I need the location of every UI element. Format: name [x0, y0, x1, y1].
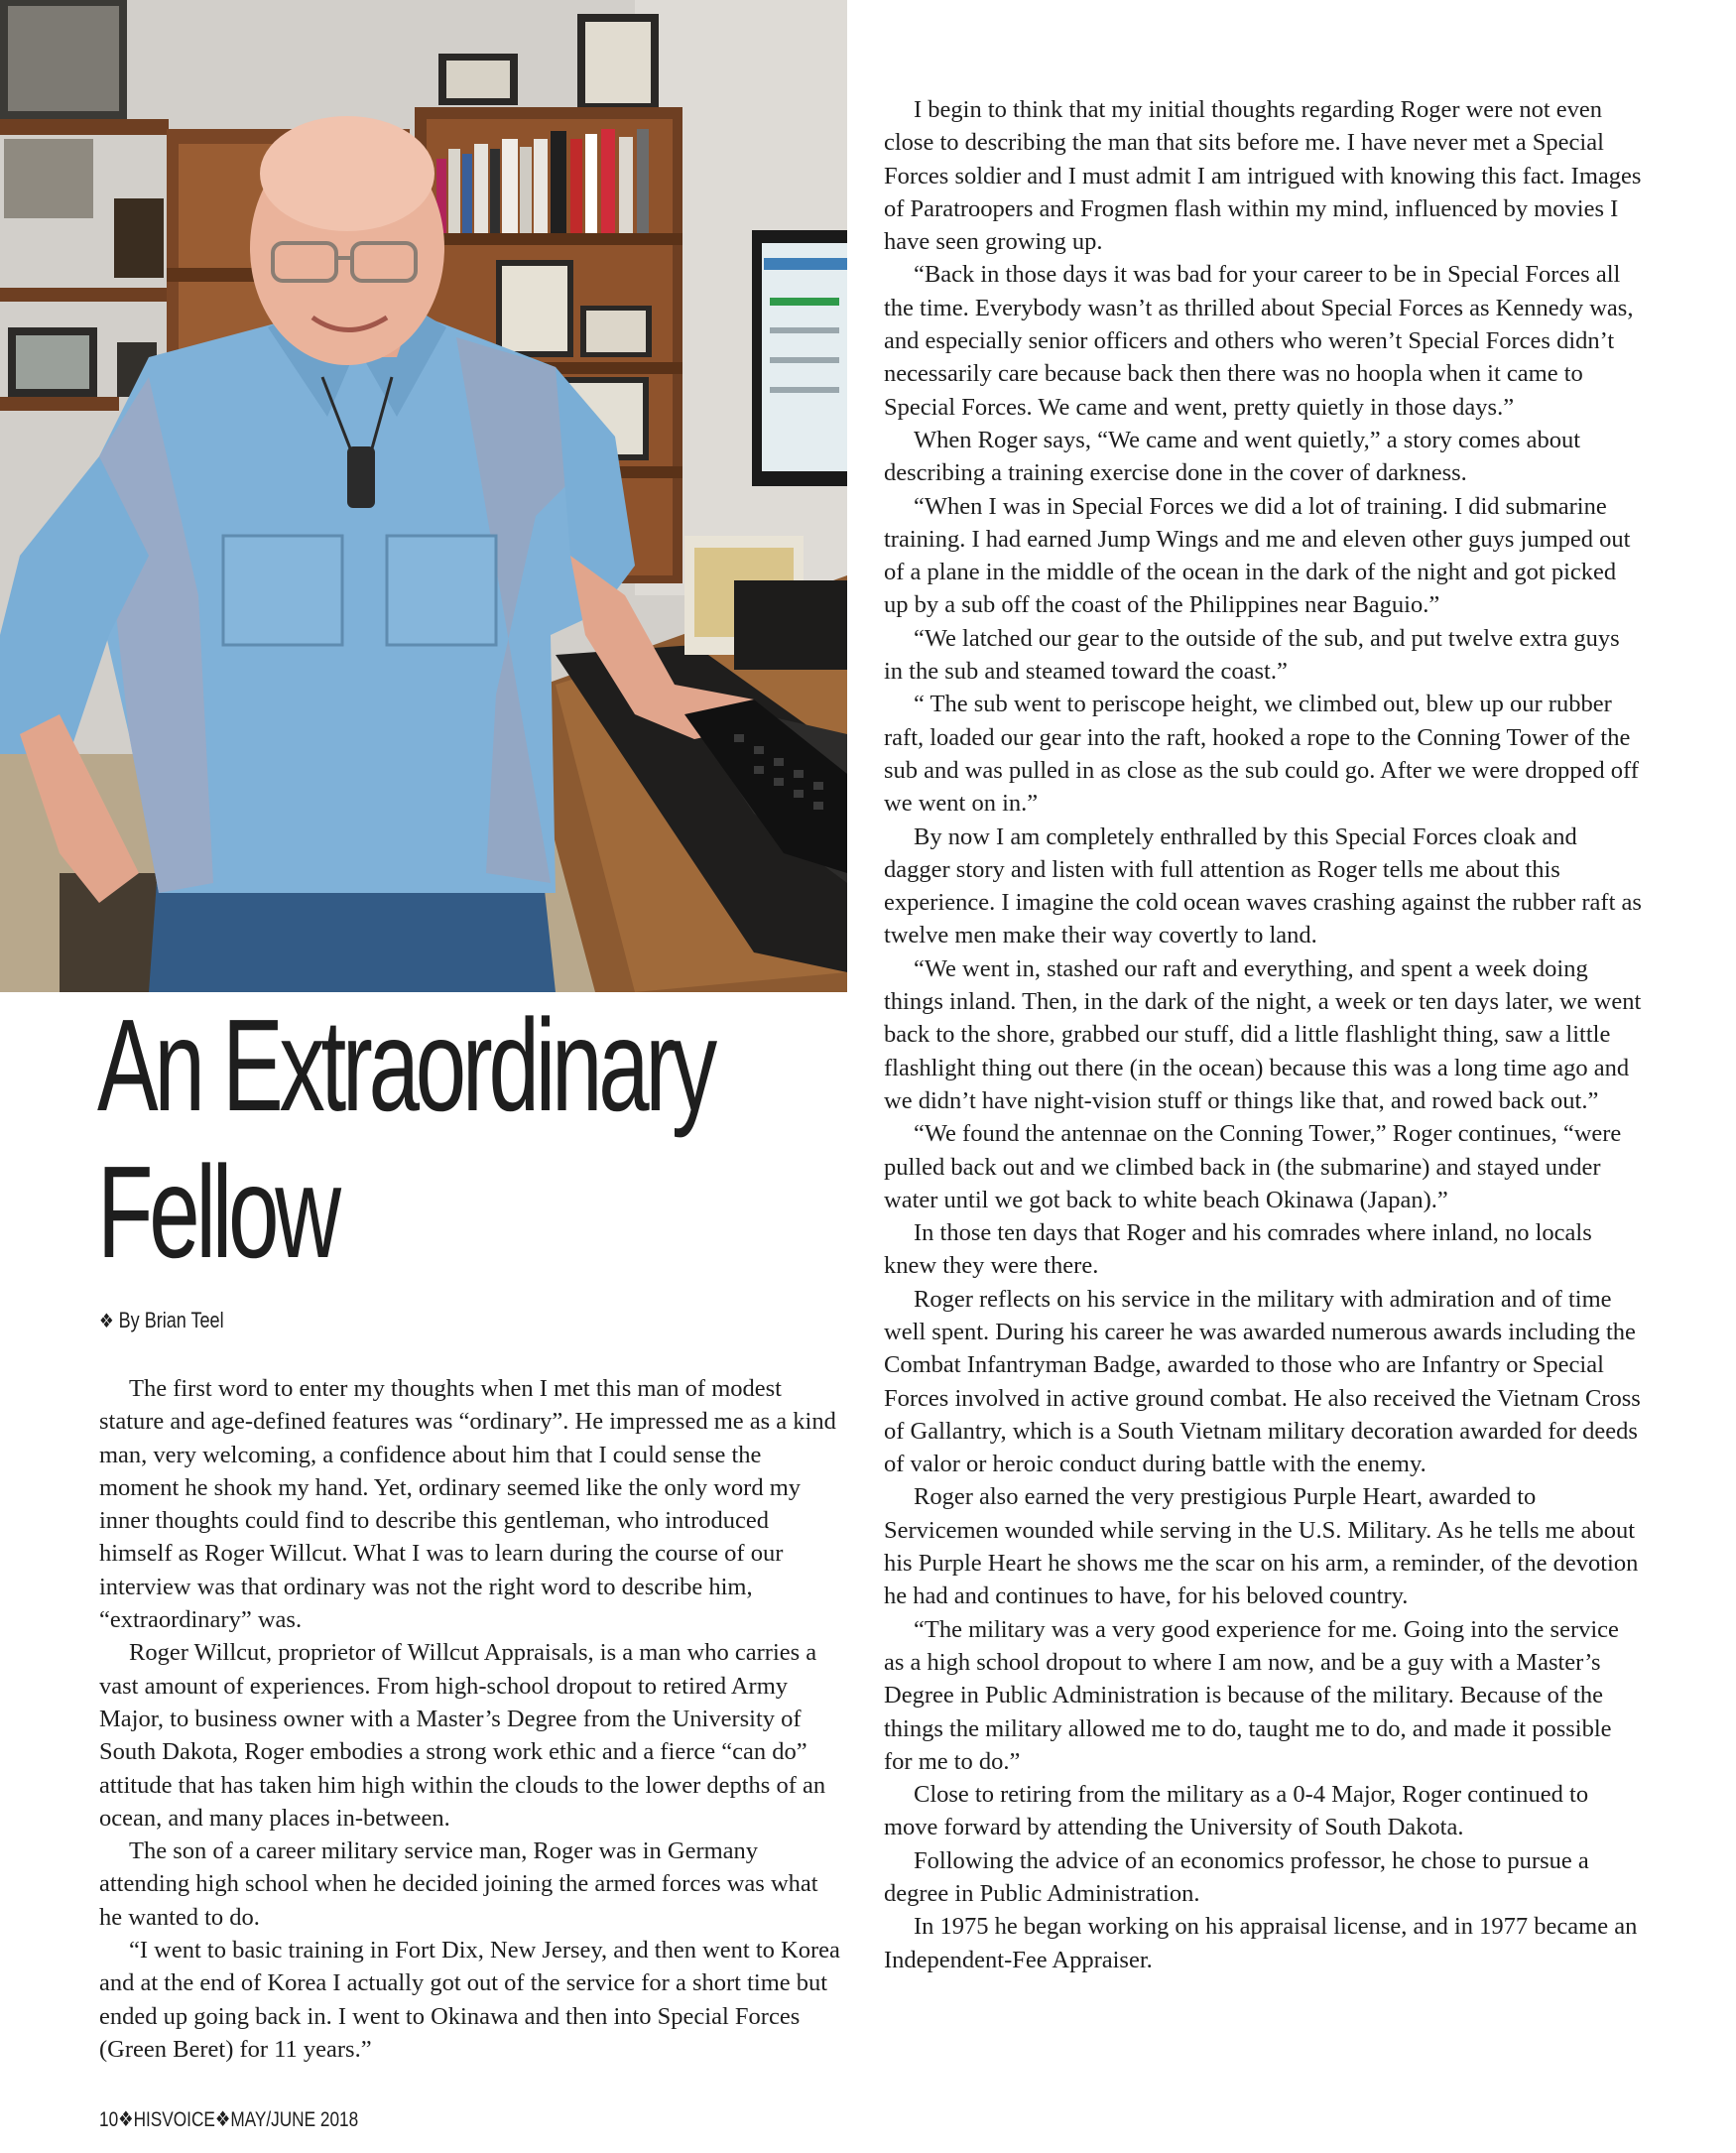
body-paragraph: “We latched our gear to the outside of the sub, and put twelve extra guys in the sub and steamed toward the coast.”	[884, 624, 1620, 686]
body-paragraph: The first word to enter my thoughts when I met this man of modest stature and age-defined features was “ordinary”. He impressed me as a kind man, very welcoming, a confidence about him that I could sense the moment he shook my hand. Yet, ordinary seemed like the only word my inner thoughts could find to describe this gentleman, who introduced himself as Roger Willcut. What I was to learn during the course of our interview was that ordinary was not the right word to describe him, “extraordinary” was.	[99, 1375, 836, 1634]
right-column	[884, 93, 1644, 1976]
body-paragraph: I begin to think that my initial thoughts regarding Roger were not even close to describing the man that sits before me. I have never met a Special Forces soldier and I must admit I am intrigued with knowing this fact. Images of Paratroopers and Frogmen flash within my mind, influenced by movies I have seen growing up.	[884, 96, 1642, 256]
body-paragraph: “We went in, stashed our raft and everything, and spent a week doing things inland. Then, in the dark of the night, a week or ten days later, we went back to the shore, grabbed our stuff, did a little flashlight thing, saw a little flashlight thing out there (in the ocean) because this was a long time ago and we didn’t have night-vision stuff or things like that, and rowed back out.”	[884, 954, 1642, 1114]
body-paragraph: Roger Willcut, proprietor of Willcut Appraisals, is a man who carries a vast amount of experiences. From high-school dropout to retired Army Major, to business owner with a Master’s Degree from the University of South Dakota, Roger embodies a strong work ethic and a fierce “can do” attitude that has taken him high within the clouds to the lower depths of an ocean, and many places in-between.	[99, 1639, 826, 1832]
left-column	[99, 1372, 845, 2066]
article-title	[97, 992, 713, 1286]
man-at-desk-photo-icon	[0, 0, 847, 992]
body-paragraph: “We found the antennae on the Conning Tower,” Roger continues, “were pulled back out and we climbed back in (the submarine) and stayed under water until we got back to white beach Okinawa (Japan).”	[884, 1120, 1622, 1213]
body-paragraph: “When I was in Special Forces we did a lot of training. I did submarine training. I had earned Jump Wings and me and eleven other guys jumped out of a plane in the middle of the ocean in the dark of the night and got picked up by a sub off the coast of the Philippines near Baguio.”	[884, 492, 1631, 619]
article-photo	[0, 0, 847, 992]
body-paragraph: “ The sub went to periscope height, we climbed out, blew up our rubber raft, loaded our gear into the raft, hooked a rope to the Conning Tower of the sub and was pulled in as close as the sub could go. After we were dropped off we went on in.”	[884, 691, 1639, 818]
body-paragraph: By now I am completely enthralled by this Special Forces cloak and dagger story and listen with full attention as Roger tells me about this experience. I imagine the cold ocean waves crashing against the rubber raft as twelve men make their way covertly to land.	[884, 823, 1642, 950]
title-line-1: An Extraordinary	[97, 992, 713, 1138]
body-paragraph: “I went to basic training in Fort Dix, New Jersey, and then went to Korea and at the end of Korea I actually got out of the service for a short time but ended up going back in. I went to Okinawa and then into Special Forces (Green Beret) for 11 years.”	[99, 1937, 840, 2063]
body-paragraph: Following the advice of an economics professor, he chose to pursue a degree in Public Administration.	[884, 1846, 1589, 1908]
body-paragraph: Close to retiring from the military as a 0-4 Major, Roger continued to move forward by attending the University of South Dakota.	[884, 1781, 1589, 1841]
body-paragraph: When Roger says, “We came and went quietly,” a story comes about describing a training exercise done in the cover of darkness.	[884, 426, 1581, 487]
byline	[99, 1308, 224, 1333]
body-paragraph: In 1975 he began working on his appraisal license, and in 1977 became an Independent-Fee Appraiser.	[884, 1913, 1638, 1973]
ornament-icon: ❖	[99, 1311, 114, 1332]
byline-author: By Brian Teel	[118, 1308, 224, 1332]
body-paragraph: In those ten days that Roger and his comrades where inland, no locals knew they were there.	[884, 1219, 1592, 1280]
body-paragraph: Roger also earned the very prestigious Purple Heart, awarded to Servicemen wounded while serving in the U.S. Military. As he tells me about his Purple Heart he shows me the scar on his arm, a reminder, of the devotion he had and continues to have, for his beloved country.	[884, 1483, 1639, 1610]
body-paragraph: The son of a career military service man, Roger was in Germany attending high school when he decided joining the armed forces was what he wanted to do.	[99, 1837, 818, 1931]
title-line-2: Fellow	[97, 1139, 337, 1285]
body-paragraph: Roger reflects on his service in the military with admiration and of time well spent. During his career he was awarded numerous awards including the Combat Infantryman Badge, awarded to those who are Infantry or Special Forces involved in active ground combat. He also received the Vietnam Cross of Gallantry, which is a South Vietnam military decoration awarded for deeds of valor or heroic conduct during battle with the enemy.	[884, 1285, 1641, 1478]
body-paragraph: “The military was a very good experience for me. Going into the service as a high school dropout to where I am now, and be a guy with a Master’s Degree in Public Administration is because of the military. Because of the things the military allowed me to do, taught me to do, and made it possible for me to do.”	[884, 1615, 1619, 1775]
body-paragraph: “Back in those days it was bad for your career to be in Special Forces all the time. Everybody wasn’t as thrilled about Special Forces as Kennedy was, and especially senior officers and others who weren’t Special Forces didn’t necessarily care because back then there was no hoopla when it came to Special Forces. We came and went, pretty quietly in those days.”	[884, 261, 1634, 421]
page-folio: 10❖HISVOICE❖MAY/JUNE 2018	[99, 2108, 359, 2131]
